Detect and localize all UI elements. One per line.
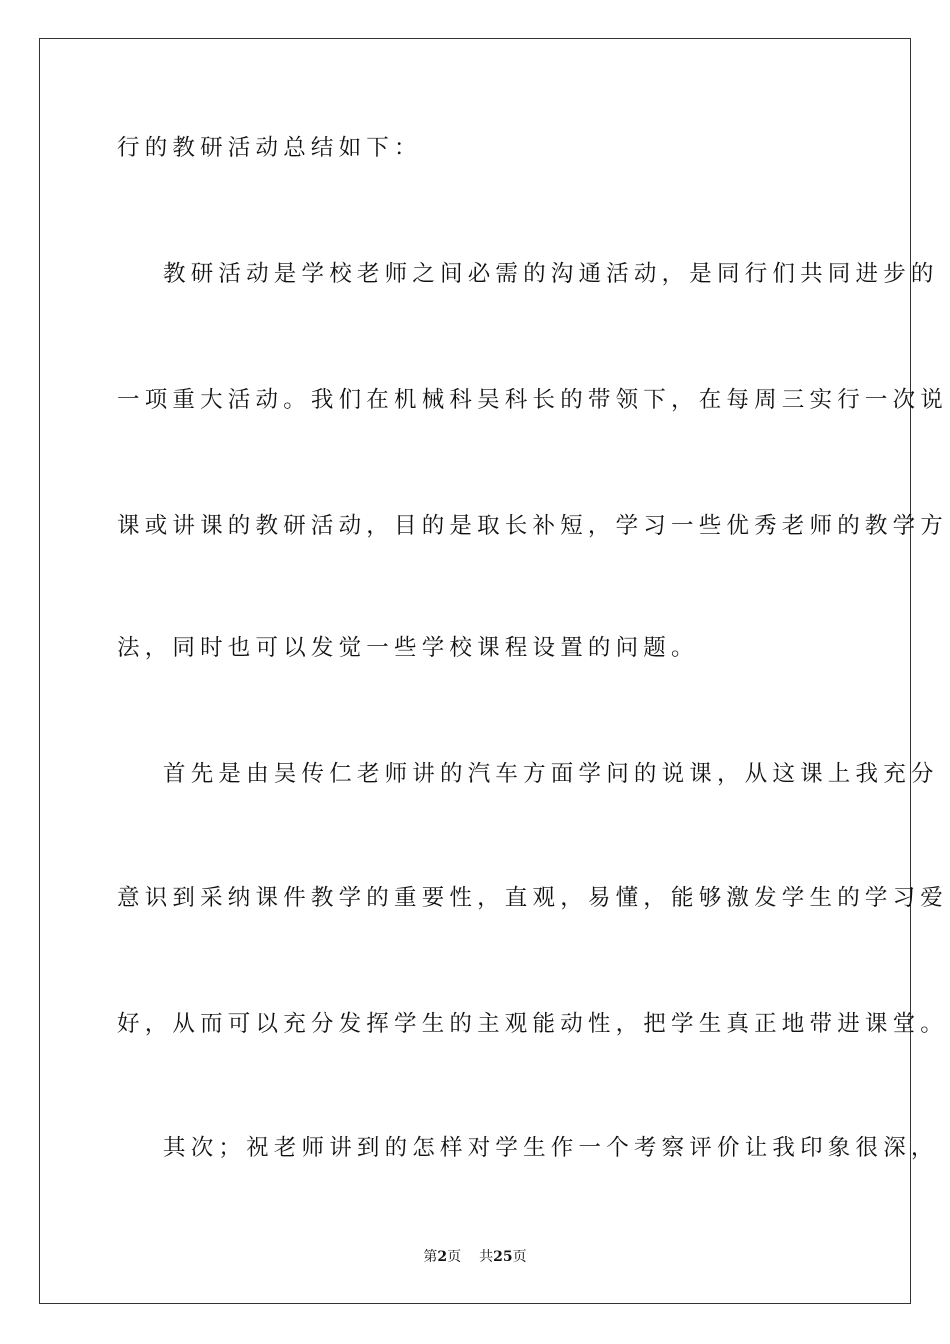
paragraph-line-2: 教研活动是学校老师之间必需的沟通活动，是同行们共同进步的: [163, 261, 939, 287]
paragraph-line-8: 好，从而可以充分发挥学生的主观能动性，把学生真正地带进课堂。: [117, 1011, 949, 1037]
paragraph-line-5: 法，同时也可以发觉一些学校课程设置的问题。: [117, 635, 699, 661]
footer-total-pages: 25: [493, 1249, 513, 1265]
footer-page-suffix: 页: [447, 1249, 462, 1265]
footer-page-prefix: 第: [423, 1249, 438, 1265]
page-border: [39, 38, 911, 1304]
paragraph-line-7: 意识到采纳课件教学的重要性，直观，易懂，能够激发学生的学习爱: [117, 885, 949, 911]
paragraph-line-6: 首先是由吴传仁老师讲的汽车方面学问的说课，从这课上我充分: [163, 761, 939, 787]
paragraph-line-4: 课或讲课的教研活动，目的是取长补短，学习一些优秀老师的教学方: [117, 513, 949, 539]
paragraph-line-9: 其次；祝老师讲到的怎样对学生作一个考察评价让我印象很深，: [163, 1135, 939, 1161]
paragraph-line-3: 一项重大活动。我们在机械科吴科长的带领下，在每周三实行一次说: [117, 387, 949, 413]
footer-total-prefix: 共: [479, 1249, 494, 1265]
footer-current-page: 2: [437, 1249, 448, 1265]
footer-total-suffix: 页: [512, 1249, 527, 1265]
page-footer: [0, 1248, 950, 1266]
paragraph-line-1: 行的教研活动总结如下：: [117, 135, 422, 161]
